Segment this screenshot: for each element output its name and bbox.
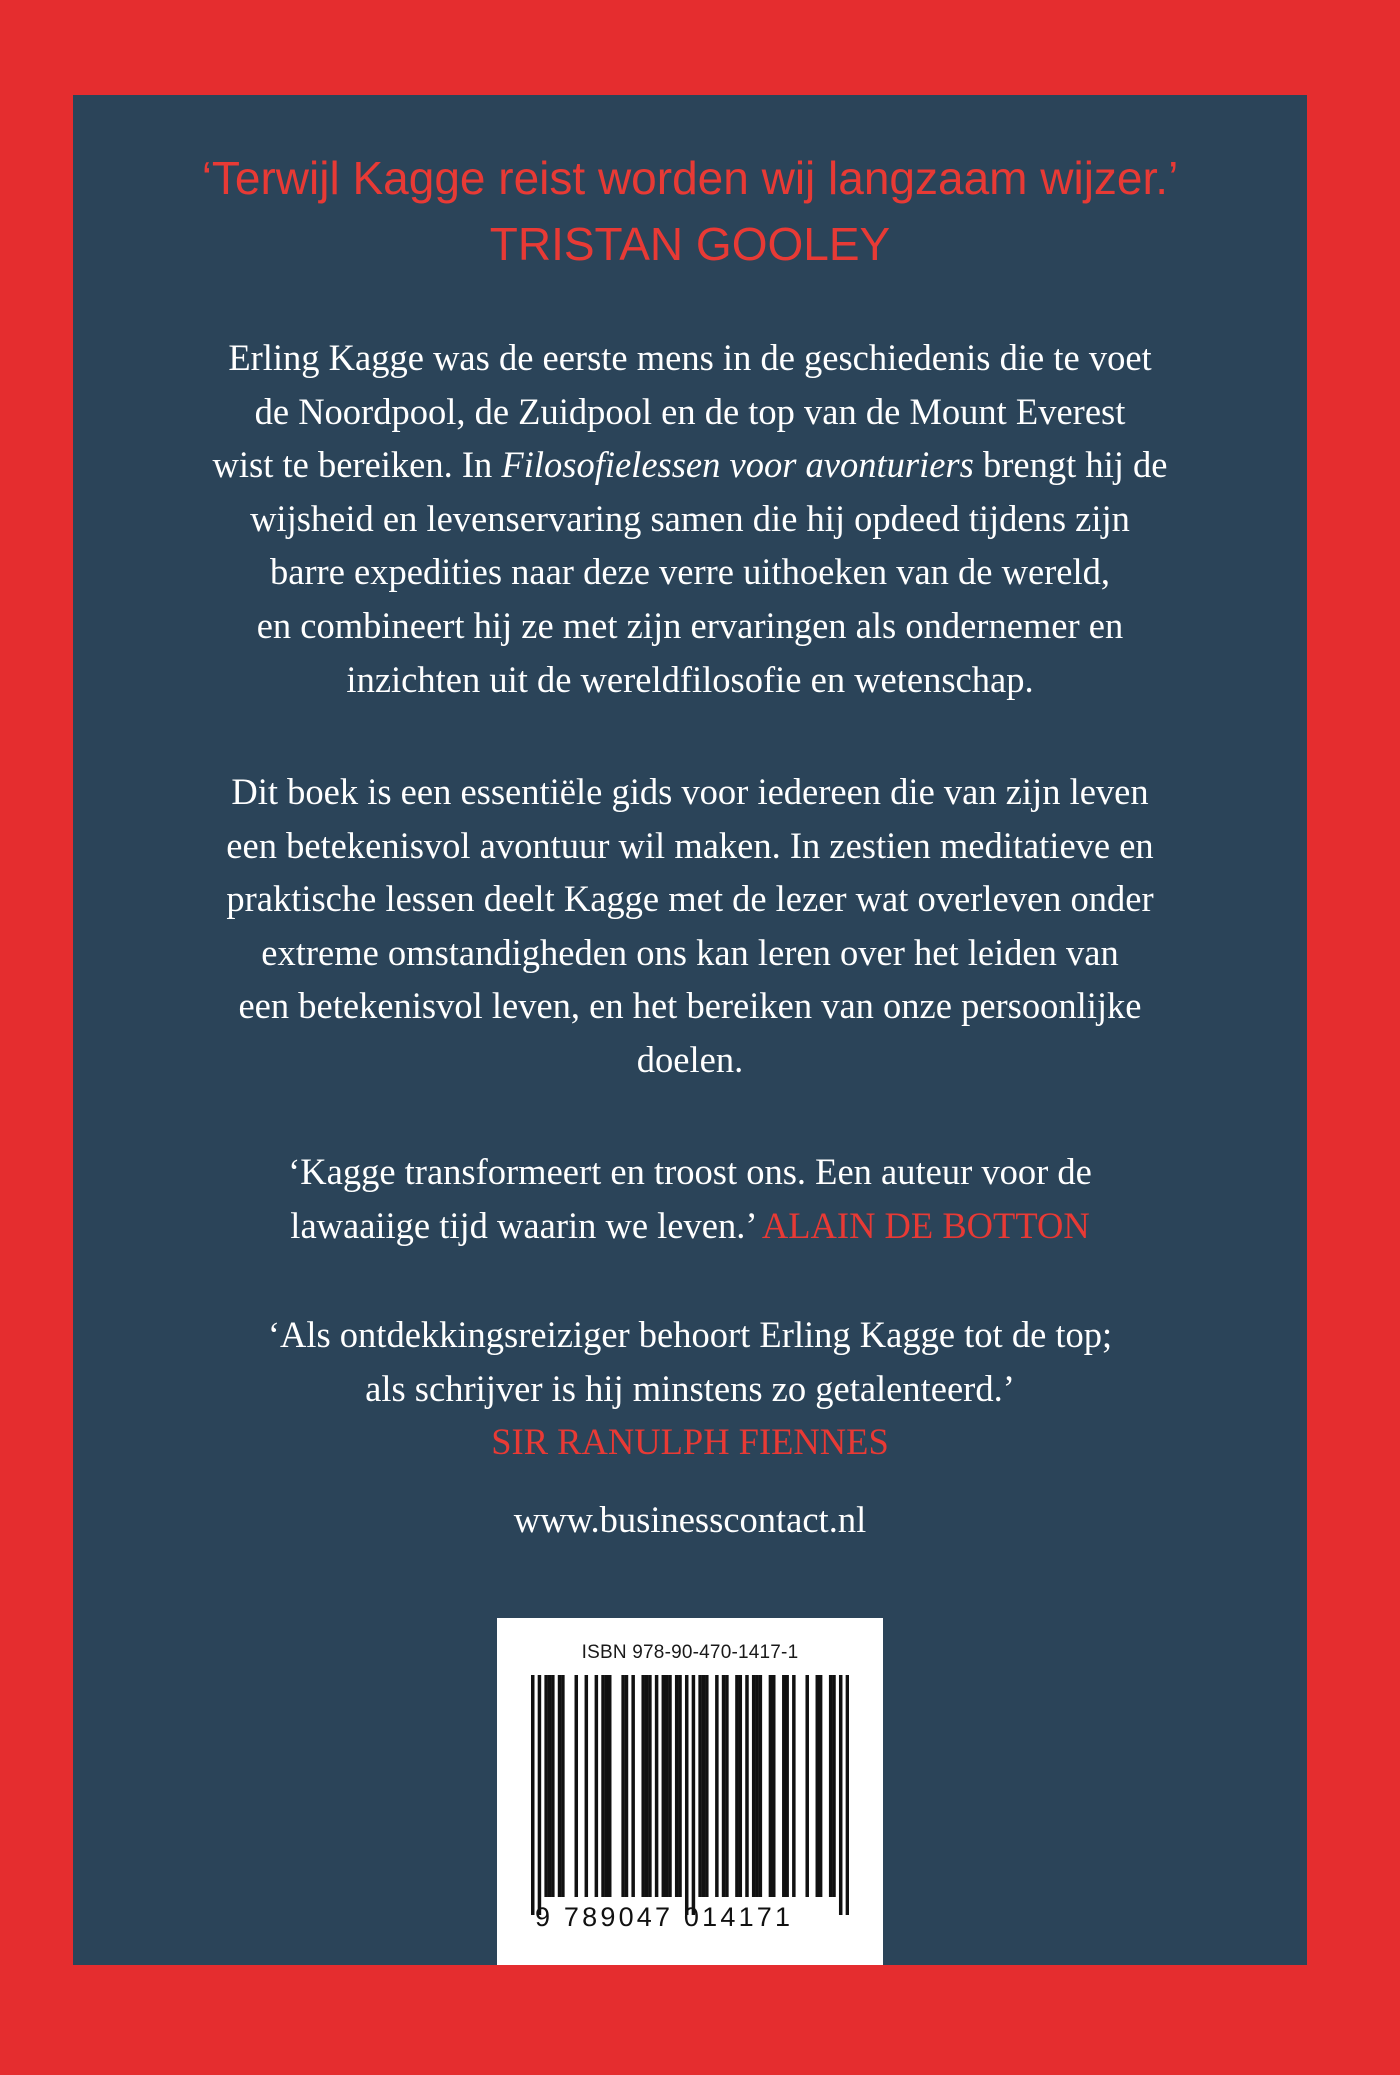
barcode-guard-bar — [692, 1675, 696, 1915]
paragraph-line: praktische lessen deelt Kagge met de lezer wat overleven onder — [226, 878, 1154, 920]
description-paragraph-2 — [73, 765, 1307, 1087]
barcode-bar — [641, 1675, 645, 1897]
barcode-bar — [782, 1675, 786, 1897]
paragraph-line: barre expedities naar deze verre uithoeken van de wereld, — [269, 551, 1111, 593]
barcode-bar — [792, 1675, 796, 1897]
barcode-bar — [832, 1675, 836, 1897]
publisher-website — [73, 1493, 1307, 1547]
barcode-bar — [705, 1675, 709, 1897]
book-title: Filosofielessen voor avonturiers — [501, 444, 974, 486]
barcode-bar — [625, 1675, 629, 1897]
paragraph-line: Dit boek is een essentiële gids voor iedereen die van zijn leven — [231, 771, 1149, 812]
barcode-bar — [655, 1675, 659, 1897]
quote-author: ALAIN DE BOTTON — [761, 1204, 1090, 1246]
barcode-bar — [561, 1675, 565, 1897]
paragraph-line: een betekenisvol leven, en het bereiken van onze persoonlijke — [238, 985, 1142, 1027]
barcode-bar — [645, 1675, 649, 1897]
paragraph-text: brengt hij de — [973, 444, 1168, 486]
paragraph-text: wist te bereiken. In — [212, 444, 502, 486]
barcode-bar — [548, 1675, 552, 1897]
quote-line: ‘Als ontdekkingsreiziger behoort Erling Kagge tot de top; — [267, 1314, 1113, 1355]
paragraph-line: extreme omstandigheden ons kan leren over het leiden van — [261, 931, 1119, 973]
barcode-guard-bar — [531, 1675, 535, 1915]
barcode-bar — [725, 1675, 729, 1897]
barcode-bar — [601, 1675, 605, 1897]
quote-line: als schrijver is hij minstens zo getalenteerd.’ — [365, 1367, 1015, 1409]
paragraph-line: wijsheid en levenservaring samen die hij opdeed tijdens zijn — [250, 497, 1130, 539]
barcode-bar — [772, 1675, 776, 1897]
paragraph-line-with-title — [73, 438, 1307, 492]
barcode-bar — [558, 1675, 562, 1897]
isbn-label: ISBN 978-90-470-1417-1 — [581, 1642, 799, 1663]
barcode-bar — [785, 1675, 789, 1897]
description-paragraph-1 — [73, 331, 1307, 706]
quote-line-with-author — [73, 1199, 1307, 1253]
quote-text: lawaaiige tijd waarin we leven.’ — [290, 1204, 762, 1246]
barcode-bar — [608, 1675, 612, 1897]
barcode-bar — [745, 1675, 749, 1897]
barcode-bar — [544, 1675, 548, 1897]
barcode-guard-bar — [685, 1675, 689, 1915]
barcode-bar — [735, 1675, 739, 1897]
barcode-bar — [715, 1675, 719, 1897]
barcode-image — [531, 1675, 849, 1915]
back-cover-panel — [73, 95, 1307, 1965]
paragraph-line: en combineert hij ze met zijn ervaringen als ondernemer en — [256, 604, 1124, 646]
barcode-digits: 9 789047 014171 — [535, 1902, 794, 1932]
barcode-bar — [605, 1675, 609, 1897]
barcode-bar — [621, 1675, 625, 1897]
barcode-bar — [722, 1675, 726, 1897]
barcode-guard-bar — [846, 1675, 849, 1915]
barcode-bar — [668, 1675, 672, 1897]
quote-line: ‘Kagge transformeert en troost ons. Een auteur voor de — [288, 1151, 1092, 1192]
barcode-guard-bar — [839, 1675, 843, 1915]
barcode-bar — [769, 1675, 773, 1897]
paragraph-line: doelen. — [636, 1038, 744, 1080]
barcode-bar — [595, 1675, 599, 1897]
paragraph-line: inzichten uit de wereldfilosofie en wetenschap. — [346, 658, 1034, 700]
barcode-bar — [755, 1675, 759, 1897]
paragraph-line: Erling Kagge was de eerste mens in de geschiedenis die te voet — [228, 337, 1152, 378]
barcode-bar — [575, 1675, 579, 1897]
website-url: www.businesscontact.nl — [513, 1499, 867, 1540]
barcode-bar — [829, 1675, 833, 1897]
barcode-bar — [675, 1675, 679, 1897]
quote-author: SIR RANULPH FIENNES — [491, 1421, 889, 1463]
barcode-bar — [805, 1675, 809, 1897]
endorsement-quote-fiennes — [73, 1308, 1307, 1469]
top-quote-text: ‘Terwijl Kagge reist worden wij langzaam wijzer.’ — [201, 152, 1179, 204]
paragraph-line: de Noordpool, de Zuidpool en de top van de Mount Everest — [254, 390, 1126, 432]
barcode-bar — [702, 1675, 706, 1897]
top-quote-author: TRISTAN GOOLEY — [489, 218, 891, 270]
barcode-bar — [759, 1675, 763, 1897]
barcode-bar — [698, 1675, 702, 1897]
barcode-bar — [631, 1675, 635, 1897]
barcode-bar — [648, 1675, 652, 1897]
barcode-bar — [665, 1675, 669, 1897]
barcode-bar — [819, 1675, 823, 1897]
barcode-bar — [816, 1675, 820, 1897]
barcode-bar — [551, 1675, 555, 1897]
endorsement-quote-botton — [73, 1145, 1307, 1252]
paragraph-line: een betekenisvol avontuur wil maken. In zestien meditatieve en — [226, 824, 1154, 866]
barcode-block — [497, 1618, 883, 1965]
top-quote — [73, 145, 1307, 277]
barcode-bar — [678, 1675, 682, 1897]
barcode-guard-bar — [538, 1675, 542, 1915]
barcode-bar — [739, 1675, 743, 1897]
barcode-bar — [585, 1675, 589, 1897]
barcode-bar — [752, 1675, 756, 1897]
barcode-bar — [662, 1675, 666, 1897]
